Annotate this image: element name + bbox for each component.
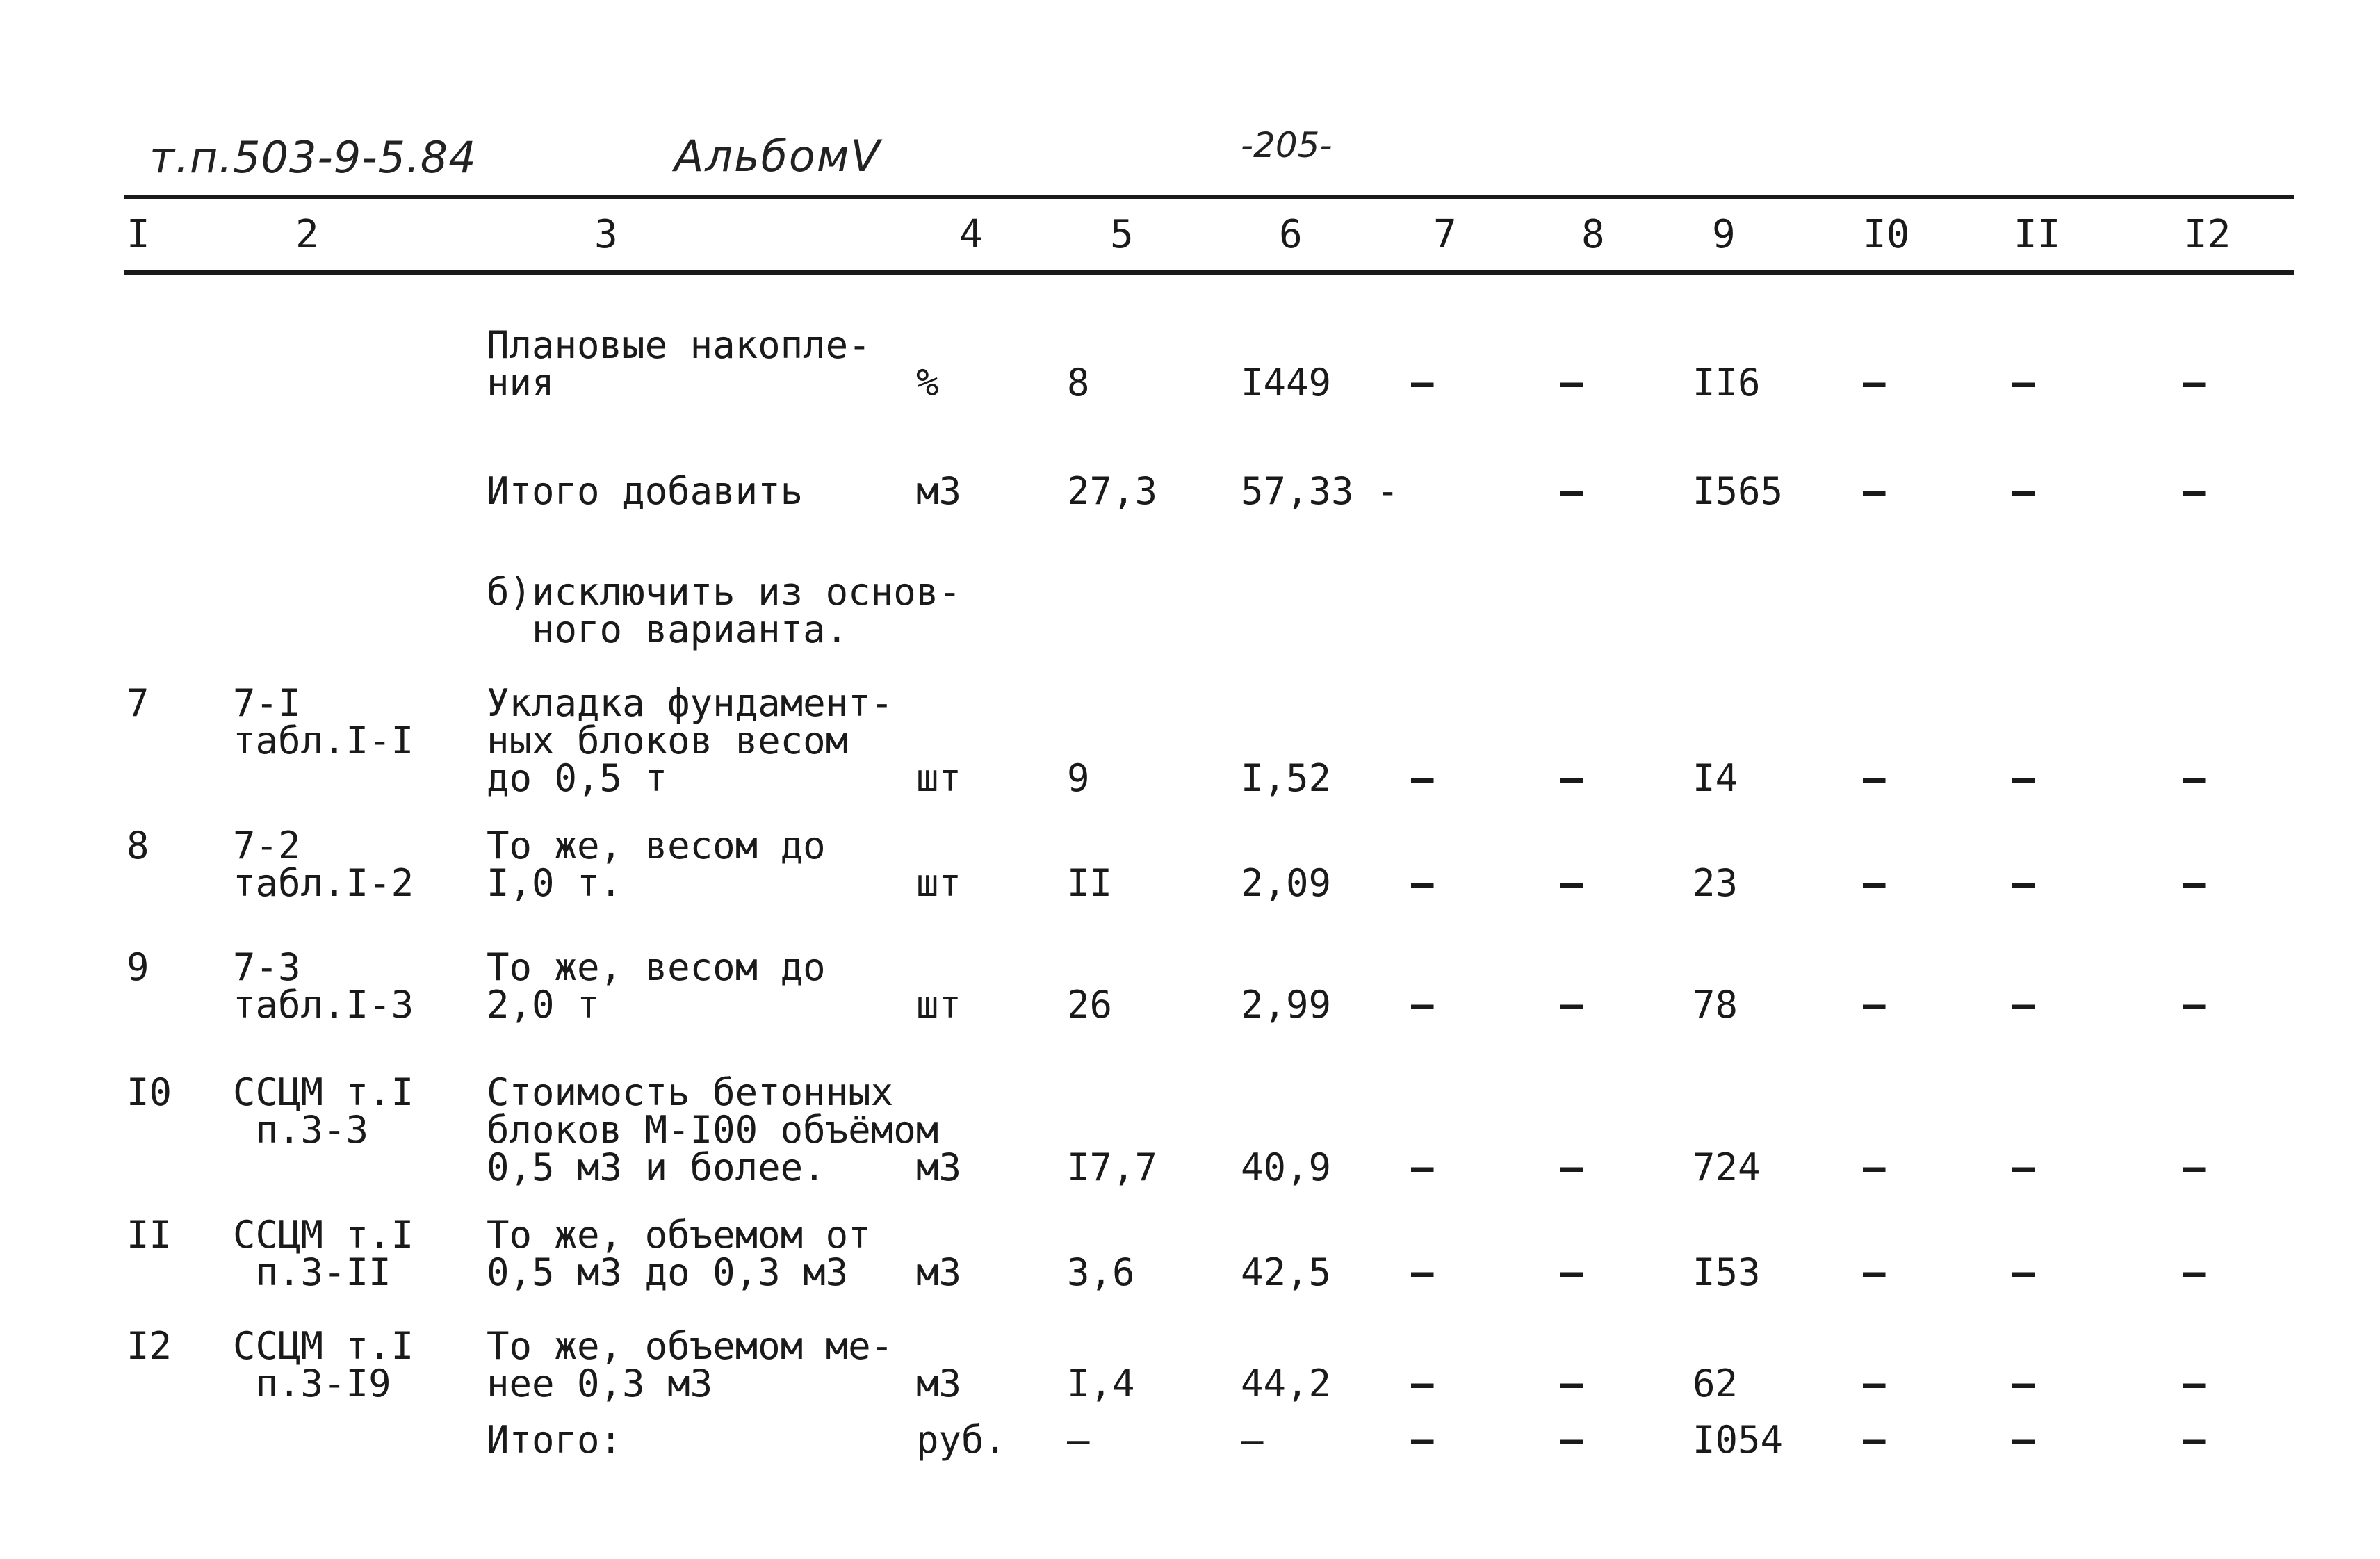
cell-col-8: – xyxy=(1560,983,1583,1027)
column-number: 2 xyxy=(295,212,319,257)
cell-col-10: – xyxy=(1863,1418,1886,1462)
cell-col-10: – xyxy=(1863,1250,1886,1294)
cell-col-5: 27,3 xyxy=(1067,469,1158,513)
cell-col-3: Укладка фундамент- ных блоков весом до 0,5 т xyxy=(487,681,894,800)
cell-col-4: м3 xyxy=(916,1362,962,1405)
cell-col-12: – xyxy=(2183,1418,2206,1462)
cell-col-7: – xyxy=(1411,861,1434,905)
column-number: 5 xyxy=(1110,212,1134,257)
cell-col-5: – xyxy=(1067,1418,1090,1462)
cell-col-11: – xyxy=(2012,1418,2035,1462)
cell-col-3: То же, объемом от 0,5 м3 до 0,3 м3 xyxy=(487,1213,871,1294)
cell-col-1: I0 xyxy=(127,1070,172,1114)
cell-col-10: – xyxy=(1863,983,1886,1027)
cell-col-1: II xyxy=(127,1213,172,1257)
cell-col-6: 2,09 xyxy=(1241,861,1332,905)
cell-col-5: 9 xyxy=(1067,756,1090,800)
cell-col-10: – xyxy=(1863,861,1886,905)
cell-col-6: 2,99 xyxy=(1241,983,1332,1027)
column-number: I xyxy=(127,212,150,257)
cell-col-1: 9 xyxy=(127,945,149,989)
cell-col-3: б)исключить из основ- ного варианта. xyxy=(487,570,961,651)
cell-col-3: Итого добавить xyxy=(487,469,804,513)
cell-col-3: То же, весом до I,0 т. xyxy=(487,824,826,905)
column-number: 3 xyxy=(594,212,618,257)
cell-col-8: – xyxy=(1560,1418,1583,1462)
cell-col-11: – xyxy=(2012,469,2035,513)
cell-col-7: – xyxy=(1411,756,1434,800)
cell-col-6: I449 xyxy=(1241,361,1332,405)
cell-col-3: То же, объемом ме- нее 0,3 м3 xyxy=(487,1324,894,1405)
cell-col-5: I7,7 xyxy=(1067,1145,1158,1189)
cell-col-12: – xyxy=(2183,1362,2206,1405)
page-number: -205- xyxy=(1241,125,1332,165)
cell-col-11: – xyxy=(2012,361,2035,405)
cell-col-6: 44,2 xyxy=(1241,1362,1332,1405)
cell-col-4: % xyxy=(916,361,939,405)
cell-col-5: 8 xyxy=(1067,361,1090,405)
cell-col-2: 7-2 табл.I-2 xyxy=(233,824,414,905)
cell-col-2: ССЦМ т.I п.3-II xyxy=(233,1213,414,1294)
cell-col-12: – xyxy=(2183,861,2206,905)
cell-col-9: I054 xyxy=(1693,1418,1784,1462)
cell-col-2: ССЦМ т.I п.3-3 xyxy=(233,1070,414,1152)
column-number: I2 xyxy=(2184,212,2231,257)
cell-col-4: м3 xyxy=(916,1145,962,1189)
cell-col-6: 40,9 xyxy=(1241,1145,1332,1189)
cell-col-12: – xyxy=(2183,756,2206,800)
cell-col-8: – xyxy=(1560,861,1583,905)
cell-col-7: – xyxy=(1411,983,1434,1027)
cell-col-11: – xyxy=(2012,983,2035,1027)
cell-col-5: I,4 xyxy=(1067,1362,1135,1405)
document-code: т.п.503-9-5.84 xyxy=(149,132,477,183)
cell-col-10: – xyxy=(1863,1362,1886,1405)
cell-col-8: – xyxy=(1560,469,1583,513)
cell-col-11: – xyxy=(2012,861,2035,905)
cell-col-12: – xyxy=(2183,1145,2206,1189)
cell-col-8: – xyxy=(1560,1145,1583,1189)
cell-col-1: I2 xyxy=(127,1324,172,1368)
cell-col-3: Плановые накопле- ния xyxy=(487,323,871,405)
cell-col-8: – xyxy=(1560,1250,1583,1294)
cell-col-1: 8 xyxy=(127,824,149,867)
cell-col-5: II xyxy=(1067,861,1113,905)
cell-col-9: 78 xyxy=(1693,983,1738,1027)
cell-col-7: – xyxy=(1411,1145,1434,1189)
cell-col-10: – xyxy=(1863,469,1886,513)
column-number: II xyxy=(2014,212,2061,257)
table-top-rule xyxy=(124,195,2294,199)
cell-col-4: м3 xyxy=(916,469,962,513)
cell-col-3: То же, весом до 2,0 т xyxy=(487,945,826,1027)
cell-col-2: 7-3 табл.I-3 xyxy=(233,945,414,1027)
cell-col-11: – xyxy=(2012,756,2035,800)
album-label: АльбомV xyxy=(674,131,881,181)
cell-col-9: II6 xyxy=(1693,361,1761,405)
cell-col-7: – xyxy=(1411,1250,1434,1294)
cell-col-9: I4 xyxy=(1693,756,1738,800)
cell-col-5: 3,6 xyxy=(1067,1250,1135,1294)
cell-col-11: – xyxy=(2012,1362,2035,1405)
cell-col-8: – xyxy=(1560,361,1583,405)
cell-col-8: – xyxy=(1560,1362,1583,1405)
cell-col-9: I53 xyxy=(1693,1250,1761,1294)
cell-col-10: – xyxy=(1863,756,1886,800)
column-number: I0 xyxy=(1863,212,1910,257)
cell-col-2: ССЦМ т.I п.3-I9 xyxy=(233,1324,414,1405)
cell-col-11: – xyxy=(2012,1145,2035,1189)
cell-col-9: 62 xyxy=(1693,1362,1738,1405)
cell-col-9: I565 xyxy=(1693,469,1784,513)
cell-col-1: 7 xyxy=(127,681,149,725)
column-number: 6 xyxy=(1279,212,1303,257)
column-number: 4 xyxy=(959,212,983,257)
cell-col-4: шт xyxy=(916,861,962,905)
cell-col-12: – xyxy=(2183,361,2206,405)
cell-col-7: – xyxy=(1411,1362,1434,1405)
table-header-rule xyxy=(124,270,2294,275)
column-number: 8 xyxy=(1581,212,1605,257)
cell-col-7: – xyxy=(1411,1418,1434,1462)
cell-col-11: – xyxy=(2012,1250,2035,1294)
cell-col-4: шт xyxy=(916,983,962,1027)
cell-col-6: I,52 xyxy=(1241,756,1332,800)
cell-col-8: – xyxy=(1560,756,1583,800)
cell-col-3: Итого: xyxy=(487,1418,623,1462)
cell-col-4: шт xyxy=(916,756,962,800)
cell-col-9: 724 xyxy=(1693,1145,1761,1189)
cell-col-10: – xyxy=(1863,1145,1886,1189)
cell-col-10: – xyxy=(1863,361,1886,405)
cell-col-4: руб. xyxy=(916,1418,1007,1462)
cell-col-6: – xyxy=(1241,1418,1264,1462)
cell-col-5: 26 xyxy=(1067,983,1113,1027)
cell-col-6: 57,33 - xyxy=(1241,469,1399,513)
cell-col-3: Стоимость бетонных блоков М-I00 объёмом 0,5 м3 и более. xyxy=(487,1070,939,1189)
cell-col-6: 42,5 xyxy=(1241,1250,1332,1294)
column-number: 9 xyxy=(1712,212,1736,257)
cell-col-9: 23 xyxy=(1693,861,1738,905)
cell-col-2: 7-I табл.I-I xyxy=(233,681,414,762)
column-number: 7 xyxy=(1433,212,1457,257)
cell-col-7: – xyxy=(1411,361,1434,405)
cell-col-12: – xyxy=(2183,469,2206,513)
cell-col-12: – xyxy=(2183,983,2206,1027)
cell-col-12: – xyxy=(2183,1250,2206,1294)
cell-col-4: м3 xyxy=(916,1250,962,1294)
